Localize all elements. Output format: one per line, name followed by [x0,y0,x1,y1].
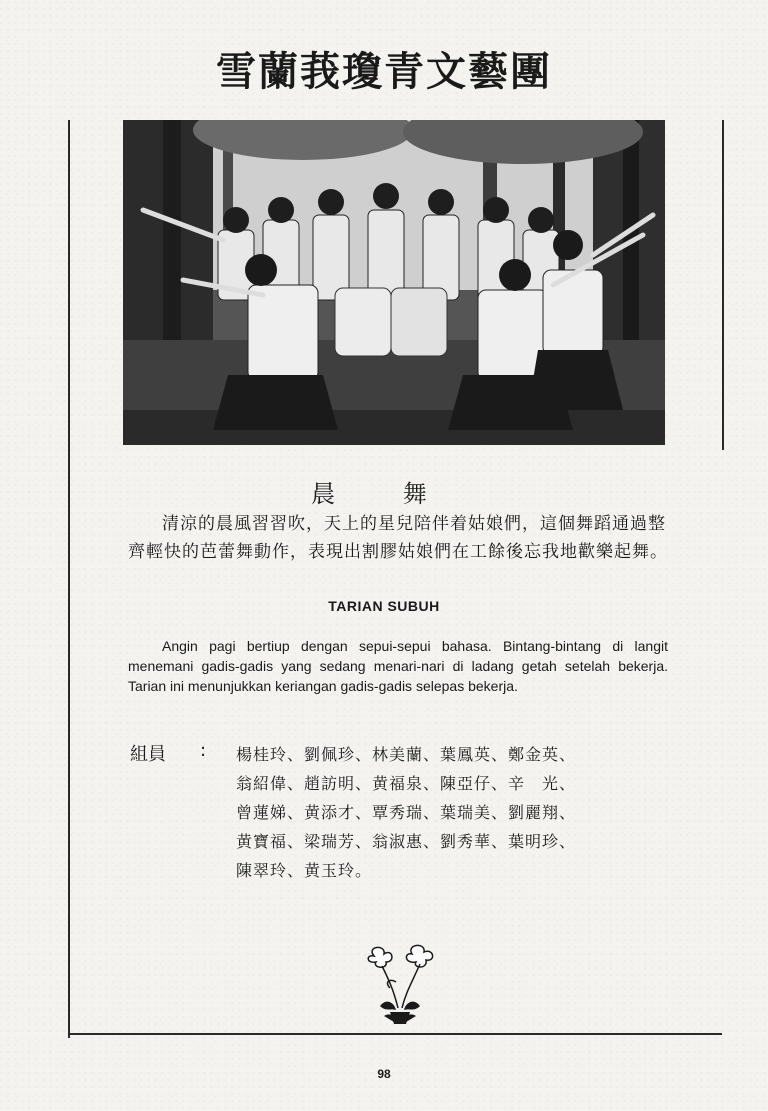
flower-ornament-icon [360,942,440,1026]
page-title: 雪蘭莪瓊青文藝團 [216,48,552,95]
dance-title-malay: TARIAN SUBUH [328,598,440,614]
members-line: 楊桂玲、劉佩珍、林美蘭、葉鳳英、鄭金英、 [236,745,577,764]
members-line: 黄寶福、梁瑞芳、翁淑惠、劉秀華、葉明珍、 [236,832,577,851]
left-border-line [68,120,70,1038]
page-number: 98 [377,1067,391,1081]
dance-photo-illustration [123,120,665,445]
bottom-border-line [70,1033,722,1035]
members-label: 組員 [130,744,166,765]
dance-title-chinese: 晨 舞 [311,480,457,508]
members-line: 陳翠玲、黄玉玲。 [236,861,373,880]
right-border-line [722,120,724,450]
dance-description-chinese: 清涼的晨風習習吹，天上的星兒陪伴着姑娘們，這個舞蹈通過整齊輕快的芭蕾舞動作，表現出割膠姑娘們在工餘後忘我地歡樂起舞。 [128,514,668,562]
dance-description-malay: Angin pagi bertiup dengan sepui-sepui bahasa. Bintang-bintang di langit menemani gadis-gadis yang sedang menari-nari di ladang getah setelah bekerja. Tarian ini menunjukkan keriangan gadis-gadis selepas bekerja. [128,638,668,694]
members-line: 翁紹偉、趙訪明、黄福泉、陳亞仔、辛 光、 [236,774,577,793]
members-list [236,740,656,885]
members-line: 曾蓮娣、黄添才、覃秀瑞、葉瑞美、劉麗翔、 [236,803,577,822]
members-colon: : [200,740,207,761]
dance-photo [123,120,665,445]
